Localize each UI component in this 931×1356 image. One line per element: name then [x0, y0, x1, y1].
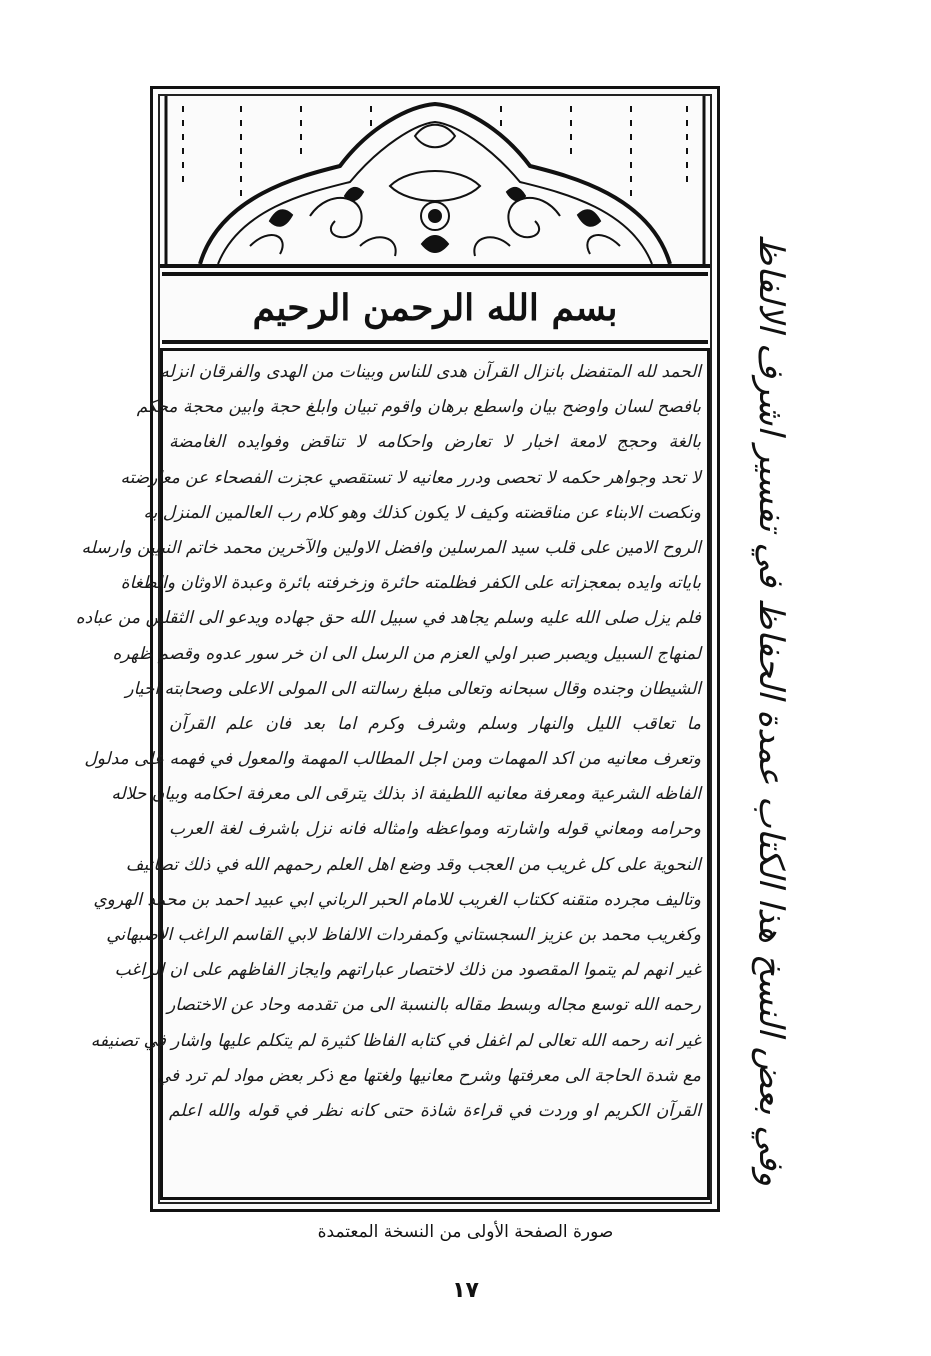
manuscript-line: وتعرف معانيه من اكد المهمات ومن اجل المطالب المهمة والمعول في فهمه على مدلول	[84, 749, 701, 770]
basmala-panel	[162, 272, 708, 344]
manuscript-line: وحرامه ومعاني قوله واشارته ومواعظه وامثاله فانه نزل باشرف لغة العرب	[169, 819, 701, 840]
basmala-title: بسم الله الرحمن الرحيم	[252, 287, 618, 329]
manuscript-line: لمنهاج السبيل ويصبر صبر اولي العزم من الرسل الى ان خر سور عدوه وقصم ظهره	[112, 643, 701, 664]
manuscript-line: الروح الامين على قلب سيد المرسلين وافضل الاولين والآخرين محمد خاتم النبيين وارسله	[81, 537, 701, 558]
manuscript-line: مع شدة الحاجة الى معرفتها وشرح معانيها ولغتها مع ذكر بعض مواد لم ترد في	[156, 1065, 701, 1086]
manuscript-line: فلم يزل صلى الله عليه وسلم يجاهد في سبيل الله حق جهاده ويدعو الى الثقلين من عباده	[75, 608, 701, 629]
manuscript-line: القرآن الكريم او وردت في قراءة شاذة حتى كانه نظر في قوله والله اعلم	[169, 1100, 702, 1121]
illuminated-headpiece	[160, 96, 710, 268]
manuscript-line: الفاظه الشرعية ومعرفة معانيه اللطيفة اذ بذلك يترقى الى معرفة احكامه وبيان حلاله	[111, 784, 701, 805]
manuscript-line: وكغريب محمد بن عزيز السجستاني وكمفردات الالفاظ لابي القاسم الراغب الاصبهاني	[106, 925, 701, 945]
manuscript-line: باياته وايده بمعجزاته على الكفر فظلمته حائرة وزخرفته بائرة وعبدة الاوثان والطغاة	[120, 573, 701, 594]
manuscript-page	[75, 86, 720, 1212]
manuscript-line: الحمد لله المتفضل بانزال القرآن هدى للناس وبينات من الهدى والفرقان انزله	[160, 362, 701, 382]
figure-caption: صورة الصفحة الأولى من النسخة المعتمدة	[317, 1222, 614, 1242]
margin-note	[736, 233, 806, 1187]
manuscript-line: لا تحد وجواهر حكمه لا تحصى ودرر معانيه لا تستقصي عجزت الفصحاء عن معارضته	[120, 467, 701, 488]
manuscript-line: ما تعاقب الليل والنهار وسلم وشرف وكرم اما بعد فان علم القرآن	[169, 713, 701, 734]
manuscript-line: وتاليف مجرده متقنه ككتاب الغريب للامام الحبر الرباني ابي عبيد احمد بن محمد الهروي	[93, 889, 701, 910]
manuscript-line: ونكصت الابناء عن مناقضته وكيف لا يكون كذلك وهو كلام رب العالمين المنزل به	[143, 502, 701, 523]
manuscript-text-block	[75, 348, 710, 1200]
manuscript-line: غير انهم لم يتموا المقصود من ذلك لاختصار عباراتهم وايجاز الفاظهم على ان الراغب	[114, 960, 701, 981]
manuscript-line: الشيطان وجنده وقال سبحانه وتعالى مبلغ رسالته الى المولى الاعلى وصحابته اخيار	[125, 678, 701, 699]
manuscript-line: رحمه الله توسع مجاله وبسط مقاله بالنسبة الى من تقدمه وحاد عن الاختصار	[167, 995, 701, 1016]
manuscript-line: النحوية على كل غريب من العجب وقد وضع اهل العلم رحمهم الله في ذلك تصانيف	[125, 854, 701, 875]
margin-note-text: وفي بعض النسخ هذا الكتاب عمدة الحفاظ في تفسير اشرف الالفاظ	[751, 233, 792, 1187]
manuscript-line: بالغة وحجج لامعة اخبار لا تعارض واحكامه لا تناقض وفوايده الغامضة	[169, 432, 701, 453]
page-number: ١٧	[452, 1278, 479, 1303]
manuscript-line: بافصح لسان واوضح بيان واسطع برهان واقوم تبيان وابلغ حجة وابين محجة محكم	[136, 397, 701, 418]
manuscript-line: غير انه رحمه الله تعالى لم اغفل في كتابه الفاظا كثيرة لم يتكلم عليها واشار في تصنيفه	[90, 1030, 701, 1051]
